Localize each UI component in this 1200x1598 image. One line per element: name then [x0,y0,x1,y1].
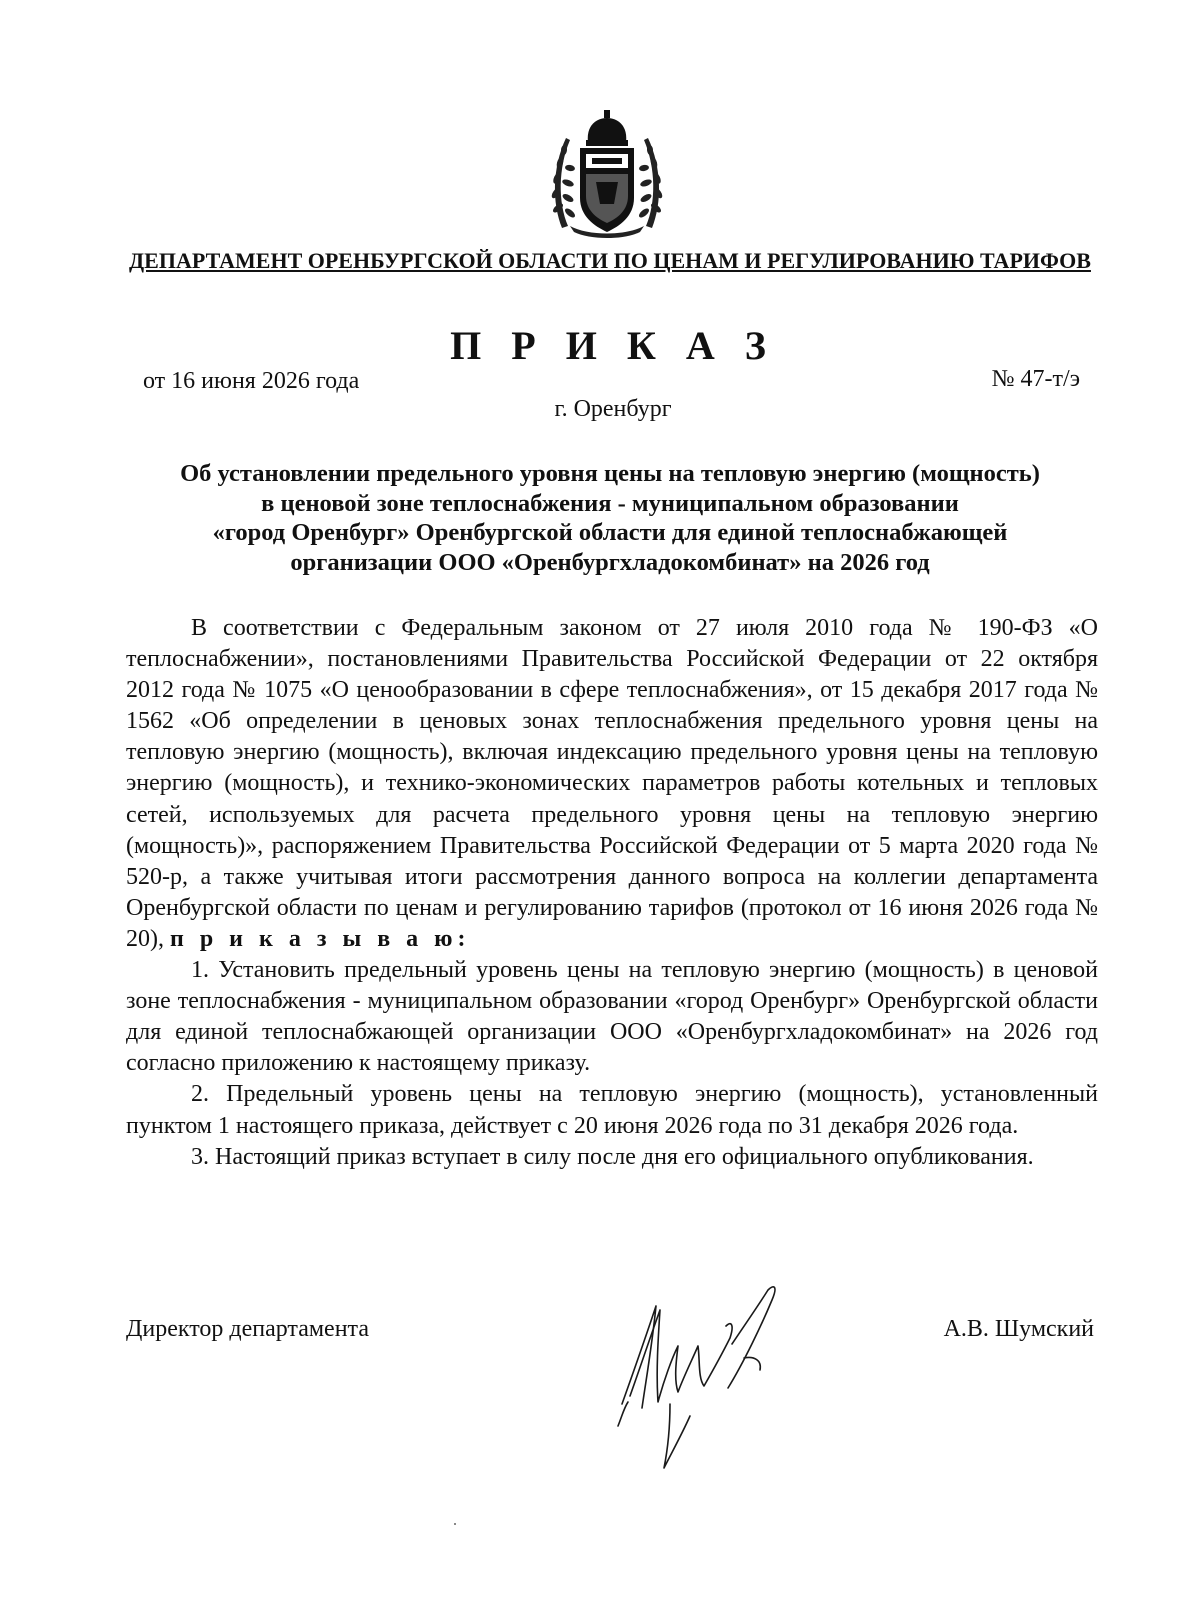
department-name: ДЕПАРТАМЕНТ ОРЕНБУРГСКОЙ ОБЛАСТИ ПО ЦЕНАМ И РЕГУЛИРОВАНИЮ ТАРИФОВ [129,248,1091,273]
order-title: П Р И К А З [450,323,776,368]
directive-word: п р и к а з ы в а ю: [170,925,471,952]
order-body [126,613,1098,1173]
preamble-text: В соответствии с Федеральным законом от 27 июля 2010 года № 190-ФЗ «О теплоснабжении», постановлениями Правительства Российской Федерации от 22 октября 2012 года № 1075 «О ценообразовании в сфере теплоснабжения», от 15 декабря 2017 года № 1562 «Об определении в ценовых зонах теплоснабжения предельного уровня цены на тепловую энергию (мощность), включая индексацию предельного уровня цены на тепловую энергию (мощность), и технико-экономических параметров работы котельных и тепловых сетей, используемых для расчета предельного уровня цены на тепловую энергию (мощность)», распоряжением Правительства Российской Федерации от 5 марта 2020 года № 520-р, а также учитывая итоги рассмотрения данного вопроса на коллегии департамента Оренбургской области по ценам и регулированию тарифов (протокол от 16 июня 2026 года № 20), [126,615,1098,952]
preamble-paragraph [126,613,1098,955]
order-item-2: 2. Предельный уровень цены на тепловую энергию (мощность), установленный пунктом 1 настоящего приказа, действует с 20 июня 2026 года по 31 декабря 2026 года. [126,1081,1098,1139]
handwritten-signature [612,1276,802,1472]
signer-position: Директор департамента [126,1316,369,1342]
order-city: г. Оренбург [554,396,672,422]
order-item-3: 3. Настоящий приказ вступает в силу после дня его официального опубликования. [191,1143,1034,1170]
order-item-1: 1. Установить предельный уровень цены на тепловую энергию (мощность) в ценовой зоне теплоснабжения - муниципальном образовании «город Оренбург» Оренбургской области для единой теплоснабжающей организации ООО «Оренбургхладокомбинат» на 2026 год согласно приложению к настоящему приказу. [126,957,1098,1077]
subject-line: в ценовой зоне теплоснабжения - муниципальном образовании [261,489,959,517]
subject-line: «город Оренбург» Оренбургской области для единой теплоснабжающей [212,519,1008,546]
coat-of-arms-icon [548,108,666,240]
subject-line: Об установлении предельного уровня цены на тепловую энергию (мощность) [180,460,1040,487]
order-subject [120,459,1100,577]
scan-speck [454,1523,456,1525]
order-date: от 16 июня 2026 года [143,368,360,394]
order-number: № 47-т/э [991,366,1080,392]
signer-name: А.В. Шумский [943,1316,1094,1342]
subject-line: организации ООО «Оренбургхладокомбинат» на 2026 год [290,548,930,576]
